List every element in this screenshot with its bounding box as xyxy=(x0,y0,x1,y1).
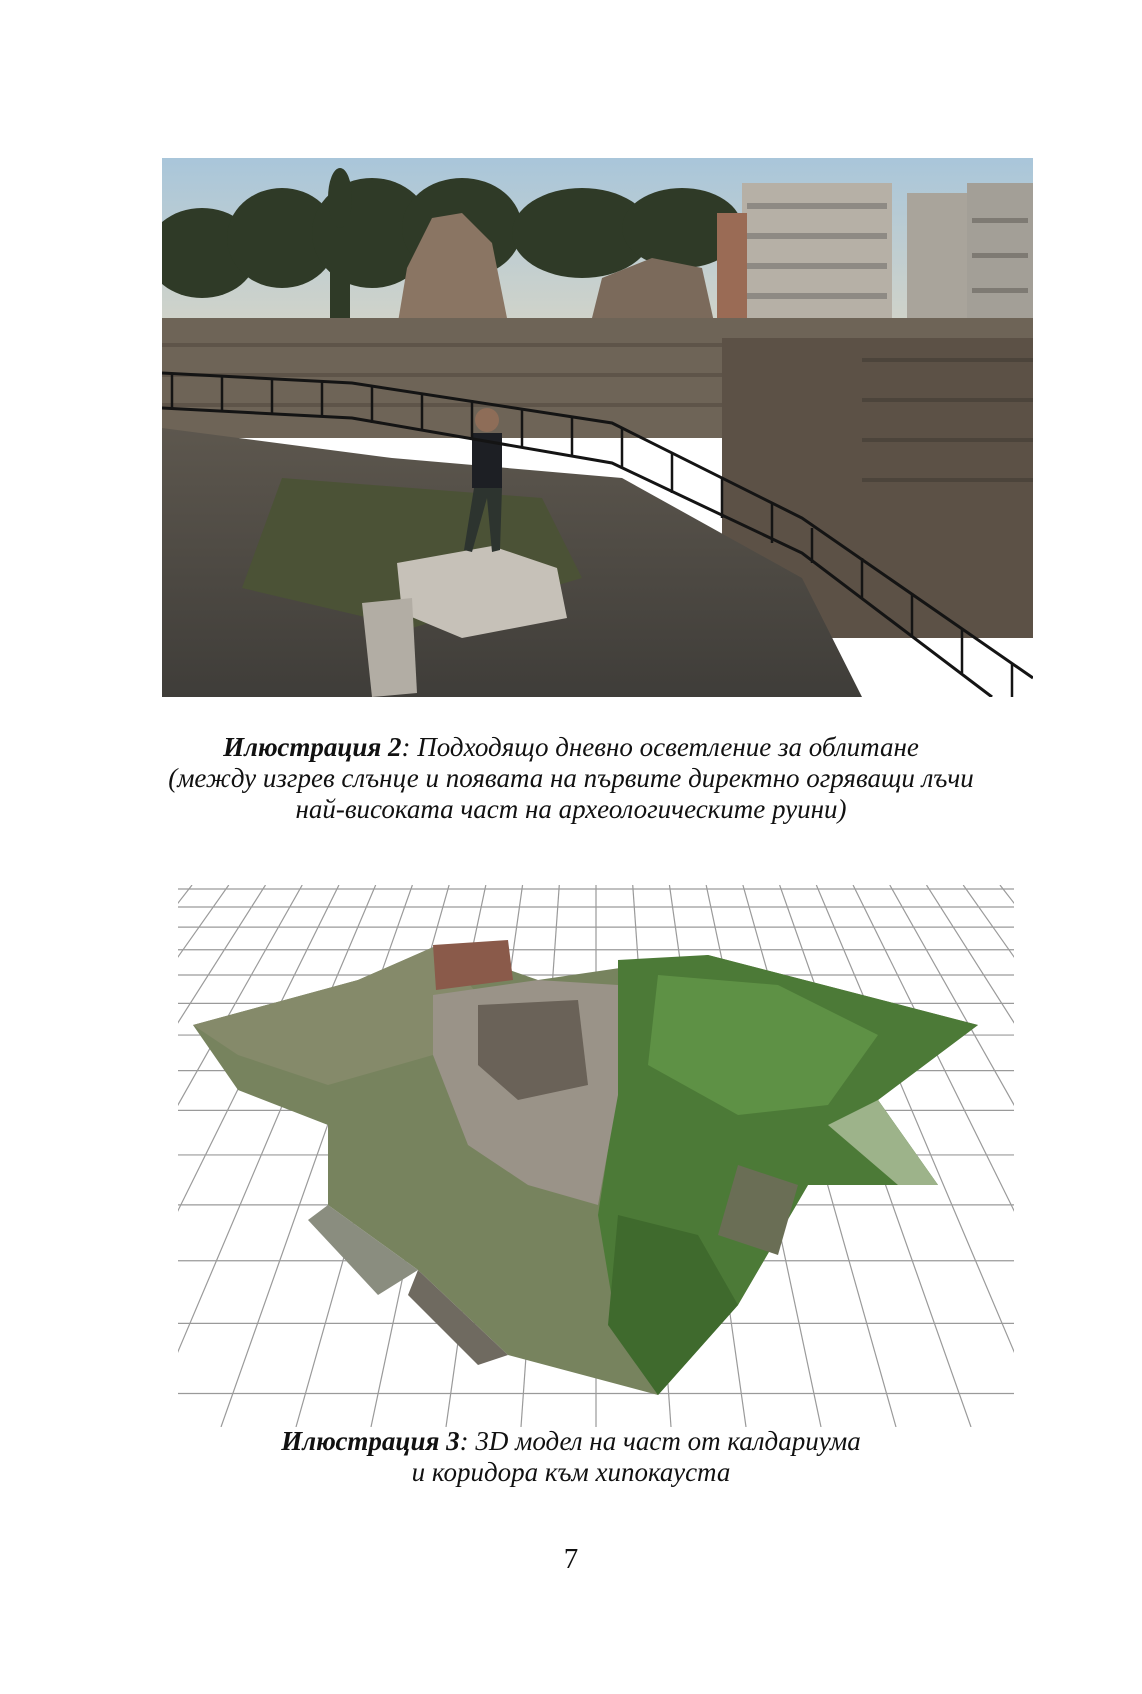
ruins-photo xyxy=(162,158,1033,697)
figure-2-caption-line-1: : Подходящо дневно осветление за облитане xyxy=(401,732,919,762)
figure-3-caption xyxy=(0,1426,1142,1488)
figure-3-label: Илюстрация 3 xyxy=(281,1426,460,1456)
figure-3-caption-line-2: и коридора към хипокауста xyxy=(411,1457,731,1487)
figure-3-caption-line-1: : 3D модел на част от калдариума xyxy=(459,1426,861,1456)
figure-2-caption xyxy=(0,732,1142,825)
figure-2-caption-line-2: (между изгрев слънце и появата на първите директно огряващи лъчи xyxy=(168,763,974,793)
figure-2-caption-line-3: най-високата част на археологическите руини) xyxy=(295,794,847,824)
page-number: 7 xyxy=(563,1543,579,1575)
figure-2-label: Илюстрация 2 xyxy=(223,732,402,762)
3d-model-image xyxy=(178,885,1014,1427)
